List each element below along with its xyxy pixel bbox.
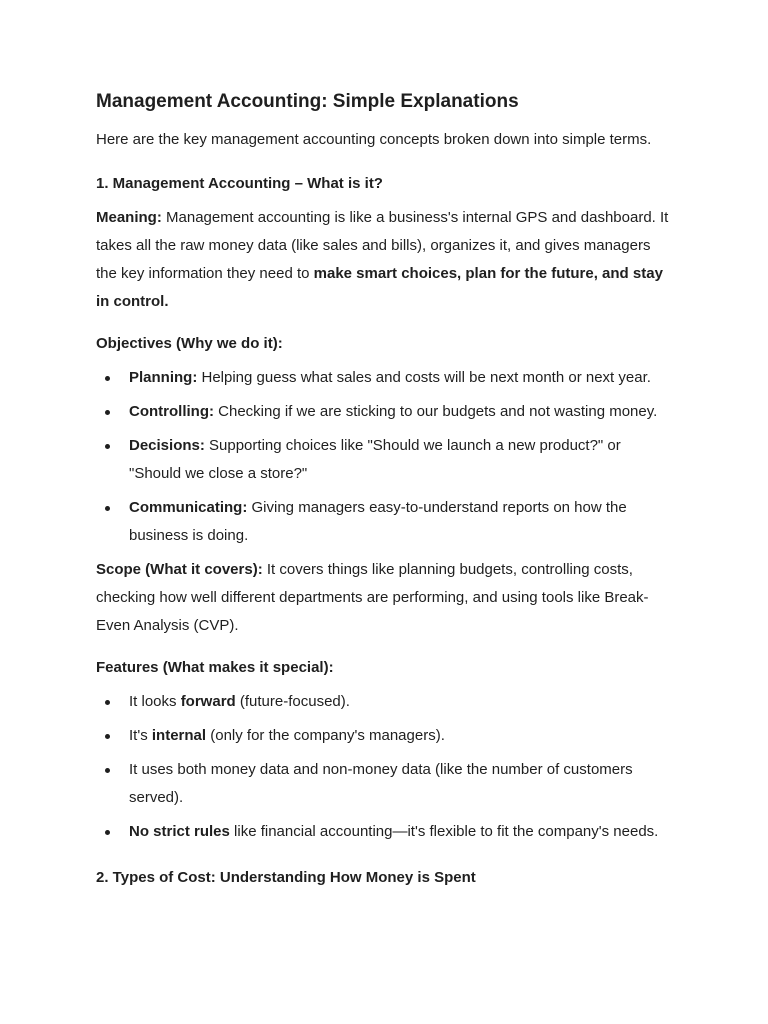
features-list [96, 688, 672, 846]
feature-text-pre: It looks [129, 693, 181, 710]
list-item [96, 722, 672, 750]
intro-paragraph: Here are the key management accounting concepts broken down into simple terms. [96, 131, 652, 148]
objective-text: Supporting choices like "Should we launch a new product?" or "Should we close a store?" [129, 437, 621, 482]
feature-text-post: (only for the company's managers). [206, 727, 445, 744]
features-heading: Features (What makes it special): [96, 659, 334, 676]
document-title: Management Accounting: Simple Explanations [96, 91, 519, 112]
objective-label: Decisions: [129, 437, 205, 454]
section-1-heading: 1. Management Accounting – What is it? [96, 175, 383, 192]
meaning-paragraph [96, 204, 672, 316]
list-item [96, 494, 672, 550]
feature-bold: No strict rules [129, 823, 230, 840]
list-item [96, 432, 672, 488]
meaning-label: Meaning: [96, 209, 162, 226]
list-item [96, 364, 672, 392]
objectives-heading: Objectives (Why we do it): [96, 335, 283, 352]
scope-label: Scope (What it covers): [96, 561, 263, 578]
objective-text: Giving managers easy-to-understand reports on how the business is doing. [129, 499, 627, 544]
objective-label: Communicating: [129, 499, 248, 516]
list-item [96, 398, 672, 426]
objectives-list [96, 364, 672, 550]
feature-bold: internal [151, 727, 207, 744]
feature-text-pre: It uses both money data and non-money data (like the number of customers served). [129, 761, 633, 806]
objective-label: Planning: [129, 369, 198, 386]
section-2-heading: 2. Types of Cost: Understanding How Money is Spent [96, 869, 476, 886]
list-item [96, 818, 672, 846]
objective-text: Helping guess what sales and costs will be next month or next year. [197, 369, 651, 386]
feature-bold: forward [180, 693, 236, 710]
meaning-bold-text: make smart choices, plan for the future, and stay in control. [96, 265, 663, 310]
list-item [96, 756, 672, 812]
scope-text: It covers things like planning budgets, controlling costs, checking how well different departments are performing, and using tools like Break-Even Analysis (CVP). [96, 561, 649, 634]
meaning-text: Management accounting is like a business's internal GPS and dashboard. It takes all the raw money data (like sales and bills), organizes it, and gives managers the key information they need to [96, 209, 669, 282]
scope-paragraph [96, 556, 672, 640]
list-item [96, 688, 672, 716]
objective-label: Controlling: [129, 403, 214, 420]
objective-text: Checking if we are sticking to our budgets and not wasting money. [213, 403, 658, 420]
feature-text-pre: It's [129, 727, 152, 744]
feature-text-post: like financial accounting—it's flexible to fit the company's needs. [229, 823, 659, 840]
feature-text-post: (future-focused). [235, 693, 350, 710]
